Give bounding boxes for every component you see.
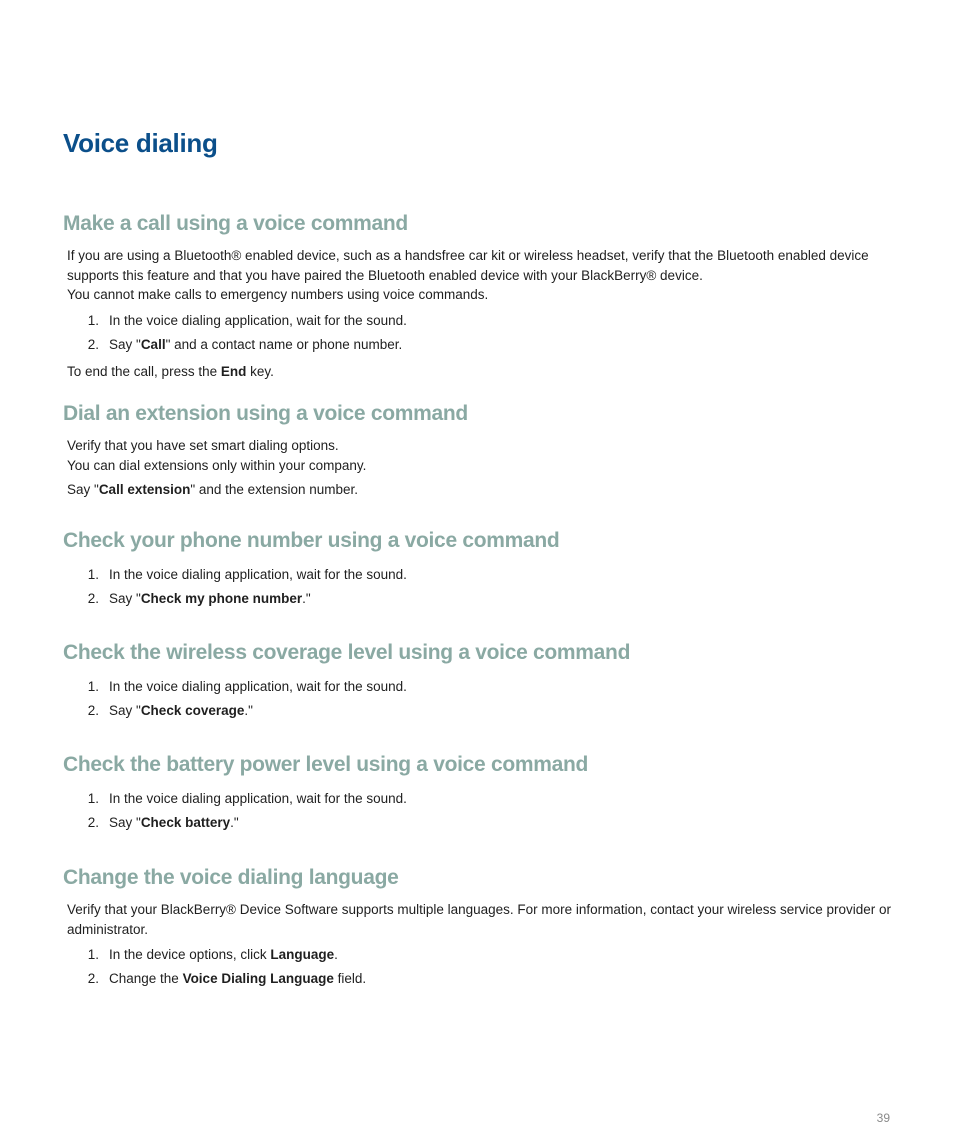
step-text-after: ." [244, 703, 253, 718]
step-text-after: ." [302, 591, 311, 606]
step-list [63, 563, 893, 611]
section-check-phone-number [63, 528, 893, 611]
list-item [63, 587, 893, 611]
step-bold: Language [270, 947, 335, 962]
list-item [63, 699, 893, 723]
step-list [63, 943, 893, 991]
step-list [63, 309, 893, 357]
section-change-language [63, 865, 893, 991]
step-text: Say " [109, 591, 141, 606]
note-bold: End [220, 363, 247, 379]
list-item [63, 309, 893, 333]
section-heading: Check your phone number using a voice command [63, 529, 560, 552]
step-text-after: ." [230, 815, 239, 830]
step-text: In the voice dialing application, wait for the sound. [109, 312, 407, 328]
step-text-after: field. [333, 971, 367, 986]
list-item [63, 811, 893, 835]
step-text-after: . [334, 947, 338, 962]
step-bold: Check my phone number [140, 591, 303, 606]
paragraph: If you are using a Bluetooth® enabled device, such as a handsfree car kit or wireless headset, verify that the Bluetooth enabled device supports this feature and that you have paired the Bluetooth enabled device with your BlackBerry® device. [67, 248, 869, 283]
step-list [63, 787, 893, 835]
paragraph: Verify that your BlackBerry® Device Software supports multiple languages. For more information, contact your wireless service provider or administrator. [67, 902, 892, 937]
step-text: In the device options, click [109, 947, 271, 962]
paragraph: You can dial extensions only within your company. [67, 457, 367, 473]
instruction-bold: Call extension [98, 482, 191, 497]
section-check-battery [63, 752, 893, 835]
list-item [63, 563, 893, 587]
step-bold: Check battery [140, 815, 231, 830]
paragraph: You cannot make calls to emergency numbers using voice commands. [67, 287, 489, 302]
page-title: Voice dialing [63, 128, 218, 158]
section-heading: Check the battery power level using a voice command [63, 753, 589, 776]
section-check-coverage [63, 640, 893, 723]
step-number: 1. [87, 567, 99, 582]
list-item [63, 333, 893, 357]
step-text: In the voice dialing application, wait for the sound. [109, 567, 407, 582]
list-item [63, 787, 893, 811]
step-number: 1. [87, 947, 99, 962]
step-number: 2. [87, 815, 99, 830]
section-heading: Check the wireless coverage level using a voice command [63, 641, 631, 664]
step-text: In the voice dialing application, wait for the sound. [109, 679, 407, 694]
list-item [63, 675, 893, 699]
step-text: Say " [109, 703, 141, 718]
step-number: 2. [87, 336, 99, 352]
step-number: 2. [87, 591, 99, 606]
step-number: 1. [87, 312, 99, 328]
step-number: 2. [87, 703, 99, 718]
step-number: 1. [87, 791, 99, 806]
step-bold: Call [140, 336, 166, 352]
section-heading: Change the voice dialing language [63, 866, 399, 889]
step-number: 2. [87, 971, 99, 986]
step-text: Say " [109, 336, 141, 352]
step-bold: Check coverage [140, 703, 245, 718]
paragraph: Verify that you have set smart dialing options. [67, 438, 339, 453]
list-item [63, 943, 893, 967]
list-item [63, 967, 893, 991]
instruction-text-after: " and the extension number. [190, 482, 358, 497]
step-number: 1. [87, 679, 99, 694]
note-text-after: key. [246, 363, 274, 379]
step-text: In the voice dialing application, wait for the sound. [109, 791, 407, 806]
instruction-text: Say " [67, 482, 99, 497]
note-text: To end the call, press the [67, 363, 221, 379]
section-heading: Dial an extension using a voice command [63, 402, 468, 425]
after-note [67, 362, 893, 382]
step-bold: Voice Dialing Language [182, 971, 334, 986]
step-list [63, 675, 893, 723]
page-number: 39 [876, 1111, 890, 1125]
step-text: Change the [109, 971, 183, 986]
step-text-after: " and a contact name or phone number. [165, 336, 403, 352]
instruction [67, 480, 893, 500]
section-dial-extension [63, 401, 893, 500]
step-text: Say " [109, 815, 141, 830]
section-make-call [63, 211, 893, 381]
section-heading: Make a call using a voice command [63, 212, 408, 235]
